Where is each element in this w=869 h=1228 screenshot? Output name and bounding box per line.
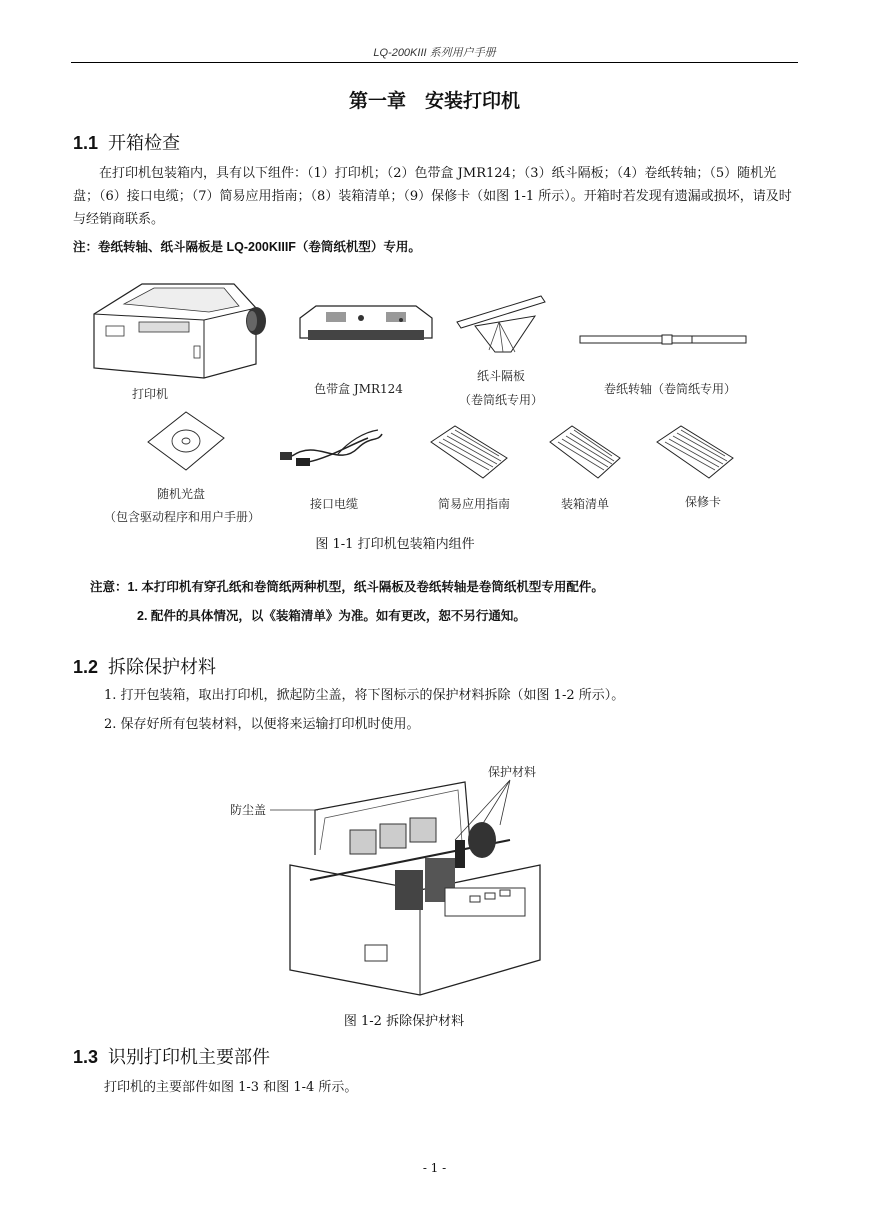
section-title: 拆除保护材料 — [108, 657, 217, 678]
section-number: 1.3 — [73, 1047, 99, 1067]
roll-note: 注：卷纸转轴、纸斗隔板是 LQ-200KIIIF（卷筒纸机型）专用。 — [73, 240, 421, 254]
warranty-card-illustration — [655, 424, 735, 480]
section-1-3-heading — [73, 1043, 270, 1069]
section-title: 开箱检查 — [108, 133, 181, 154]
section-1-1-heading — [73, 129, 180, 155]
attention-item-2: 2. 配件的具体情况，以《装箱清单》为准。如有更改，恕不另行通知。 — [137, 609, 526, 623]
guide-illustration — [429, 424, 509, 480]
caption-cd-2: （包含驱动程序和用户手册） — [103, 510, 260, 524]
caption-spindle: 卷纸转轴（卷筒纸专用） — [603, 382, 736, 396]
printer-open-illustration — [270, 770, 560, 1000]
attention-item-1: 1. 本打印机有穿孔纸和卷筒纸两种机型，纸斗隔板及卷纸转轴是卷筒纸机型专用配件。 — [127, 580, 604, 594]
page-number: - 1 - — [422, 1161, 447, 1175]
cd-illustration — [146, 410, 226, 472]
printer-illustration — [84, 276, 274, 381]
caption-warranty: 保修卡 — [684, 495, 721, 509]
caption-separator-2: （卷筒纸专用） — [458, 393, 543, 407]
spindle-illustration — [578, 334, 748, 346]
separator-illustration — [455, 294, 547, 356]
chapter-title: 第一章 安装打印机 — [348, 90, 520, 112]
figure-1-2-caption: 图 1-2 拆除保护材料 — [343, 1014, 465, 1029]
remove-step-2: 2. 保存好所有包装材料，以便将来运输打印机时使用。 — [104, 717, 420, 732]
section-title: 识别打印机主要部件 — [108, 1047, 271, 1068]
caption-ribbon: 色带盒 JMR124 — [314, 382, 403, 396]
label-protect-material: 保护材料 — [488, 765, 537, 779]
page-header: LQ-200KIII 系列用户手册 — [373, 47, 496, 59]
section-number: 1.1 — [73, 133, 99, 153]
cable-illustration — [278, 428, 386, 472]
header-rule — [71, 62, 798, 63]
label-dust-cover: 防尘盖 — [230, 803, 267, 817]
section-1-2-heading — [73, 653, 216, 679]
packing-list-illustration — [548, 424, 622, 480]
caption-guide: 简易应用指南 — [437, 497, 510, 511]
caption-packing-list: 装箱清单 — [560, 497, 609, 511]
unbox-paragraph: 在打印机包装箱内，具有以下组件：（1）打印机；（2）色带盒 JMR124；（3）纸斗隔板；（4）卷纸转轴；（5）随机光盘；（6）接口电缆；（7）简易应用指南；（8）装箱清单；（9）保修卡（如图 1-1 所示）。开箱时若发现有遗漏或损坏，请及时与经销商联系。 — [73, 166, 792, 227]
figure-1-1-caption: 图 1-1 打印机包装箱内组件 — [315, 537, 475, 552]
attention-block — [90, 577, 604, 595]
ribbon-cartridge-illustration — [296, 300, 436, 350]
remove-step-1: 1. 打开包装箱，取出打印机，掀起防尘盖，将下图标示的保护材料拆除（如图 1-2 所示）。 — [104, 688, 625, 703]
caption-separator-1: 纸斗隔板 — [476, 369, 525, 383]
section-number: 1.2 — [73, 657, 99, 677]
caption-printer: 打印机 — [131, 387, 168, 401]
caption-cd-1: 随机光盘 — [156, 487, 205, 501]
caption-cable: 接口电缆 — [309, 497, 358, 511]
attention-label: 注意： — [90, 580, 128, 594]
parts-paragraph: 打印机的主要部件如图 1-3 和图 1-4 所示。 — [104, 1080, 358, 1095]
